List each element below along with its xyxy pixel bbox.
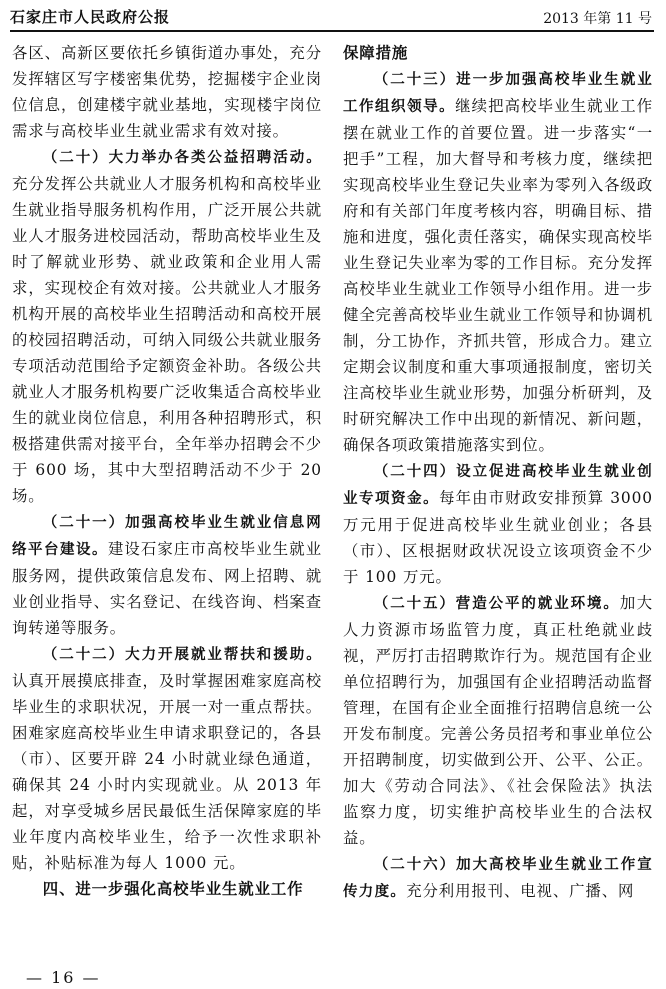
- page-header: [10, 0, 654, 32]
- paragraph-26-body: 充分利用报刊、电视、广播、网: [406, 882, 635, 900]
- paragraph-19-continued: 各区、高新区要依托乡镇街道办事处，充分发挥辖区写字楼密集优势，挖掘楼宇企业岗位信息，创建楼宇就业基地，实现楼宇岗位需求与高校毕业生就业需求有效对接。: [12, 44, 322, 140]
- paragraph-24-heading: （二十四）设立促进高校毕业生就业创业专项资金。: [343, 464, 653, 507]
- section-4-heading-continued: 保障措施: [343, 44, 409, 62]
- paragraph-25: [343, 590, 653, 851]
- paragraph-26: [343, 851, 653, 905]
- paragraph-21-body: 建设石家庄市高校毕业生就业服务网，提供政策信息发布、网上招聘、就业创业指导、实名登记、在线咨询、档案查询转递等服务。: [12, 540, 322, 637]
- paragraph-22-body: 认真开展摸底排查，及时掌握困难家庭高校毕业生的求职状况，开展一对一重点帮扶。困难家庭高校毕业生申请求职登记的，各县（市）、区要开辟 24 小时就业绿色通道，确保其 24 小时内实现就业。从 2013 年起，对享受城乡居民最低生活保障家庭的毕业年度内高校毕业生，给予一次性求职补贴，补贴标准为每人 1000 元。: [12, 672, 322, 872]
- right-column: [343, 40, 653, 905]
- paragraph-24-body: 每年由市财政安排预算 3000 万元用于促进高校毕业生就业创业；各县（市）、区根据财政状况设立该项资金不少于 100 万元。: [343, 489, 653, 586]
- paragraph-23: [343, 66, 653, 458]
- paragraph-22: [12, 641, 322, 876]
- paragraph-21: [12, 509, 322, 641]
- paragraph-25-body: 加大人力资源市场监管力度，真正杜绝就业歧视，严厉打击招聘欺诈行为。规范国有企业单位招聘行为，加强国有企业招聘活动监督管理，在国有企业全面推行招聘信息统一公开发布制度。完善公务员招考和事业单位公开招聘制度，切实做到公开、公平、公正。加大《劳动合同法》、《社会保险法》执法监察力度，切实维护高校毕业生的合法权益。: [343, 594, 653, 847]
- left-column: [12, 40, 322, 902]
- paragraph-20-heading: （二十）大力举办各类公益招聘活动。: [42, 150, 322, 166]
- paragraph-23-body: 继续把高校毕业生就业工作摆在就业工作的首要位置。进一步落实“一把手”工程，加大督导和考核力度，继续把实现高校毕业生登记失业率为零列入各级政府和有关部门年度考核内容，明确目标、措施和进度，强化责任落实，确保实现高校毕业生登记失业率为零的工作目标。充分发挥高校毕业生就业工作领导小组作用。进一步健全完善高校毕业生就业工作领导和协调机制，分工协作，齐抓共管，形成合力。建立定期会议制度和重大事项通报制度，密切关注高校毕业生就业形势，加强分析研判，及时研究解决工作中出现的新情况、新问题，确保各项政策措施落实到位。: [343, 97, 653, 454]
- paragraph-20: [12, 144, 322, 509]
- issue-number: 2013 年第 11 号: [543, 11, 652, 27]
- section-4-heading: 四、进一步强化高校毕业生就业工作: [42, 880, 304, 898]
- paragraph-26-heading: （二十六）加大高校毕业生就业工作宣传力度。: [343, 857, 653, 900]
- paragraph-21-heading: （二十一）加强高校毕业生就业信息网络平台建设。: [12, 515, 322, 558]
- paragraph-20-body: 充分发挥公共就业人才服务机构和高校毕业生就业指导服务机构作用，广泛开展公共就业人才服务进校园活动，帮助高校毕业生及时了解就业形势、就业政策和企业用人需求，实现校企有效对接。公共就业人才服务机构开展的高校毕业生招聘活动和高校开展的校园招聘活动，可纳入同级公共就业服务专项活动范围给予定额资金补助。各级公共就业人才服务机构要广泛收集适合高校毕业生的就业岗位信息，利用各种招聘形式，积极搭建供需对接平台，全年举办招聘会不少于 600 场，其中大型招聘活动不少于 20 场。: [12, 175, 322, 505]
- paragraph-22-heading: （二十二）大力开展就业帮扶和援助。: [42, 647, 322, 663]
- page-number: — 16 —: [26, 968, 101, 987]
- paragraph-24: [343, 458, 653, 590]
- paragraph-25-heading: （二十五）营造公平的就业环境。: [373, 596, 620, 612]
- publication-title: 石家庄市人民政府公报: [10, 8, 171, 26]
- paragraph-23-heading: （二十三）进一步加强高校毕业生就业工作组织领导。: [343, 72, 653, 115]
